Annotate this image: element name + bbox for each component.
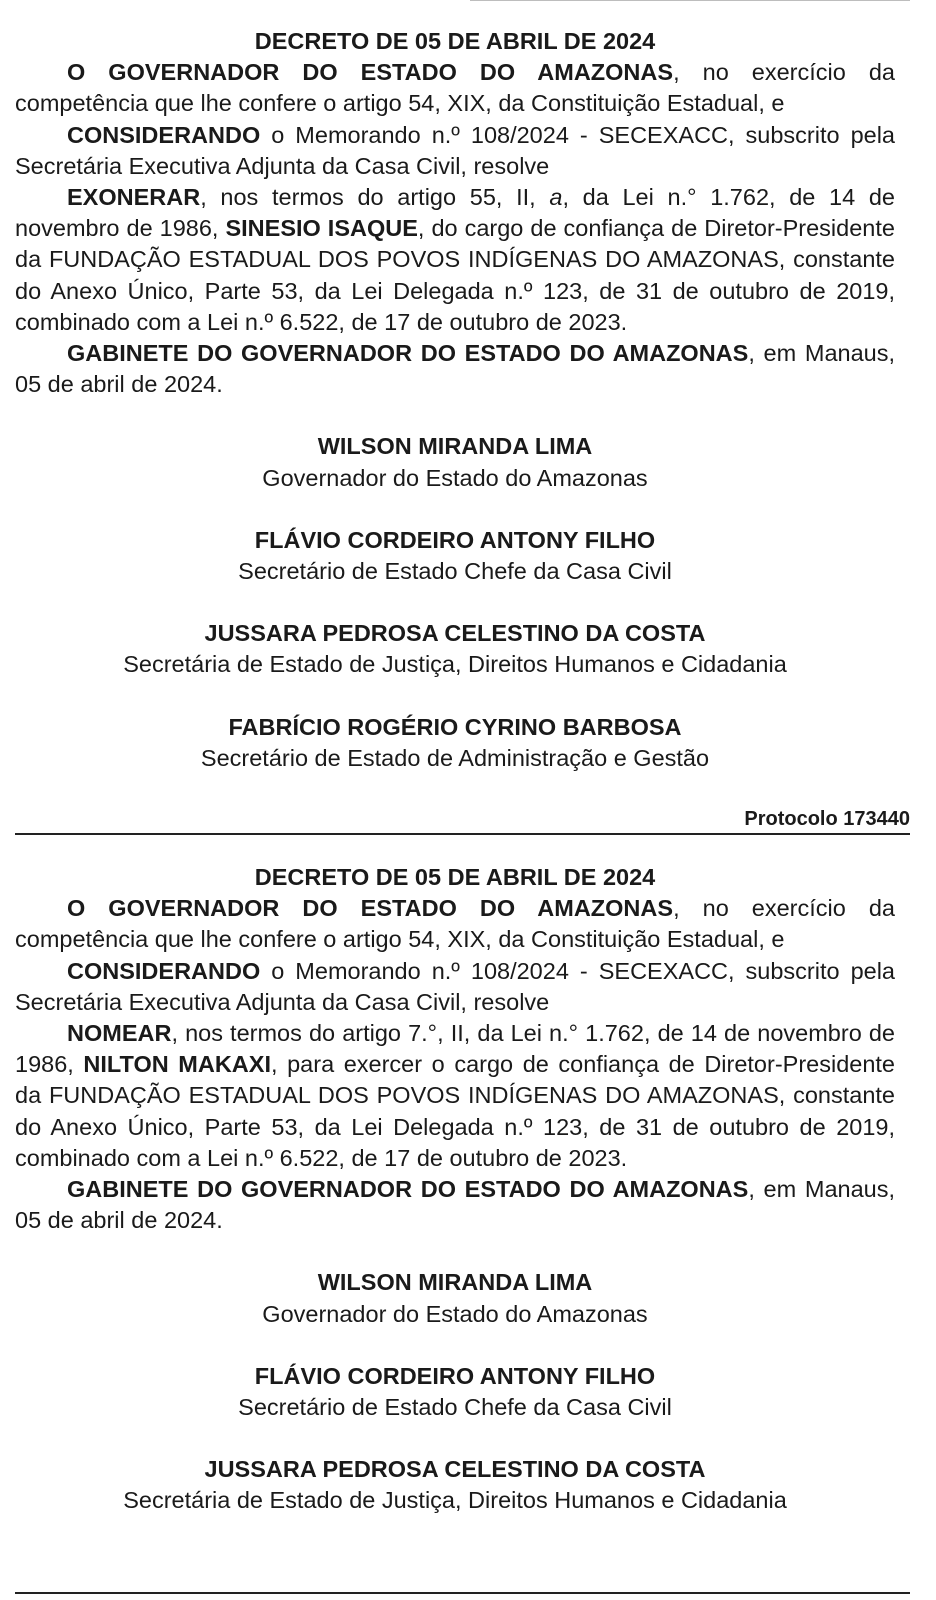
decree-closing: GABINETE DO GOVERNADOR DO ESTADO DO AMAZONAS, em Manaus, 05 de abril de 2024. bbox=[15, 1176, 895, 1234]
signature-block: WILSON MIRANDA LIMA Governador do Estado do Amazonas bbox=[262, 433, 648, 491]
decree-considering: CONSIDERANDO o Memorando n.º 108/2024 - SECEXACC, subscrito pela Secretária Executiva Adjunta da Casa Civil, resolve bbox=[15, 121, 895, 179]
cabinet-heading: GABINETE DO GOVERNADOR DO ESTADO DO AMAZONAS bbox=[67, 1176, 749, 1203]
decree-resolution: NOMEAR, nos termos do artigo 7.°, II, da Lei n.° 1.762, de 14 de novembro de 1986, NILTON MAKAXI, para exercer o cargo de confiança de Diretor-Presidente da FUNDAÇÃO ESTADUAL DOS POVOS INDÍGENAS DO AMAZONAS, constante do Anexo Único, Parte 53, da Lei Delegada n.º 123, de 31 de outubro de 2019, combinado com a Lei n.º 6.522, de 17 de outubro de 2023. bbox=[15, 1020, 896, 1171]
decree-resolution: EXONERAR, nos termos do artigo 55, II, a, da Lei n.° 1.762, de 14 de novembro de 1986, SINESIO ISAQUE, do cargo de confiança de Diretor-Presidente da FUNDAÇÃO ESTADUAL DOS POVOS INDÍGENAS DO AMAZONAS, constante do Anexo Único, Parte 53, da Lei Delegada n.º 123, de 31 de outubro de 2019, combinado com a Lei n.º 6.522, de 17 de outubro de 2023. bbox=[15, 184, 895, 335]
resolution-keyword: EXONERAR bbox=[67, 184, 201, 211]
authority-heading: O GOVERNADOR DO ESTADO DO AMAZONAS bbox=[67, 59, 674, 86]
decree-preamble: O GOVERNADOR DO ESTADO DO AMAZONAS, no exercício da competência que lhe confere o artigo 54, XIX, da Constituição Estadual, e bbox=[15, 895, 895, 953]
protocol-number: Protocolo 173440 bbox=[744, 808, 910, 830]
decree-title: DECRETO DE 05 DE ABRIL DE 2024 bbox=[254, 864, 656, 890]
decree-closing: GABINETE DO GOVERNADOR DO ESTADO DO AMAZONAS, em Manaus, 05 de abril de 2024. bbox=[15, 340, 895, 398]
decree-appointment bbox=[15, 862, 895, 1517]
signature-block: FLÁVIO CORDEIRO ANTONY FILHO Secretário de Estado Chefe da Casa Civil bbox=[238, 1362, 672, 1421]
decree-preamble: O GOVERNADOR DO ESTADO DO AMAZONAS, no exercício da competência que lhe confere o artigo 54, XIX, da Constituição Estadual, e bbox=[15, 59, 895, 117]
decree-exoneration bbox=[15, 26, 895, 774]
decree-considering: CONSIDERANDO o Memorando n.º 108/2024 - SECEXACC, subscrito pela Secretária Executiva Adjunta da Casa Civil, resolve bbox=[15, 957, 895, 1015]
resolution-keyword: NOMEAR bbox=[67, 1020, 172, 1047]
signature-block: JUSSARA PEDROSA CELESTINO DA COSTA Secretária de Estado de Justiça, Direitos Humanos e Cidadania bbox=[123, 1456, 787, 1514]
signature-block: JUSSARA PEDROSA CELESTINO DA COSTA Secretária de Estado de Justiça, Direitos Humanos e Cidadania bbox=[123, 620, 787, 678]
signature-block: WILSON MIRANDA LIMA Governador do Estado do Amazonas bbox=[262, 1269, 648, 1327]
person-name: NILTON MAKAXI bbox=[83, 1051, 271, 1078]
considering-keyword: CONSIDERANDO bbox=[67, 121, 261, 148]
top-divider bbox=[470, 0, 910, 1]
decree-title: DECRETO DE 05 DE ABRIL DE 2024 bbox=[254, 28, 656, 54]
section-divider bbox=[15, 833, 910, 835]
bottom-divider bbox=[15, 1592, 910, 1594]
cabinet-heading: GABINETE DO GOVERNADOR DO ESTADO DO AMAZONAS bbox=[67, 340, 749, 367]
signature-block: FABRÍCIO ROGÉRIO CYRINO BARBOSA Secretário de Estado de Administração e Gestão bbox=[200, 713, 710, 771]
considering-keyword: CONSIDERANDO bbox=[67, 957, 261, 984]
authority-heading: O GOVERNADOR DO ESTADO DO AMAZONAS bbox=[67, 895, 674, 922]
signature-block: FLÁVIO CORDEIRO ANTONY FILHO Secretário de Estado Chefe da Casa Civil bbox=[238, 526, 672, 585]
person-name: SINESIO ISAQUE bbox=[225, 215, 418, 242]
